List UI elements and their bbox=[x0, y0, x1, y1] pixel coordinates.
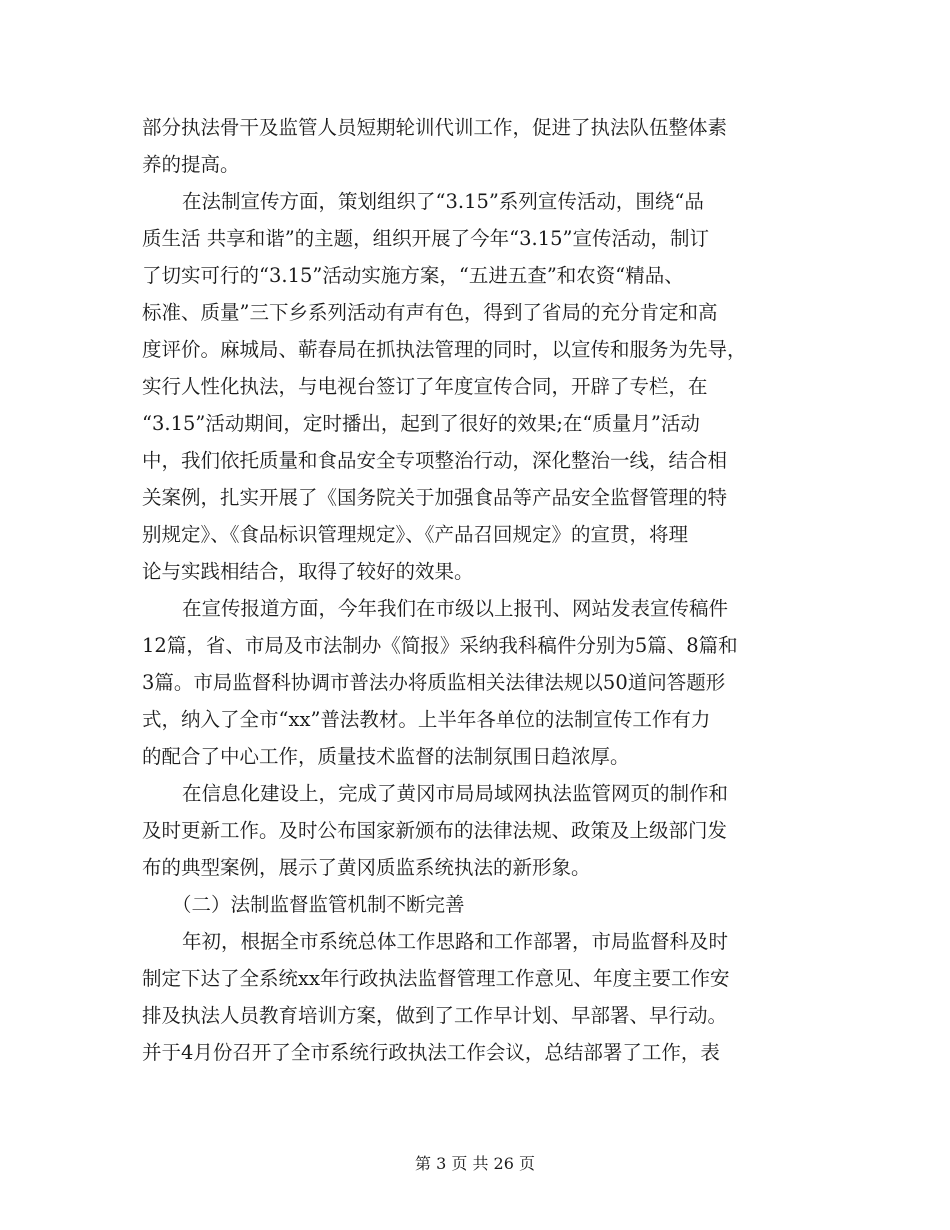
body-line: “3.15”活动期间，定时播出，起到了很好的效果;在“质量月”活动 bbox=[142, 412, 700, 435]
paragraph-start-line: 在法制宣传方面，策划组织了“3.15”系列宣传活动，围绕“品 bbox=[182, 190, 704, 213]
body-line: 别规定》、《食品标识管理规定》、《产品召回规定》的宣贯，将理 bbox=[142, 523, 689, 546]
page-footer: 第 3 页 共 26 页 bbox=[415, 1154, 535, 1173]
document-body bbox=[142, 109, 810, 1071]
body-line: 制定下达了全系统xx年行政执法监督管理工作意见、年度主要工作安 bbox=[142, 967, 730, 990]
body-line: 了切实可行的“3.15”活动实施方案，“五进五查”和农资“精品、 bbox=[142, 264, 684, 287]
body-line: 布的典型案例，展示了黄冈质监系统执法的新形象。 bbox=[142, 856, 591, 879]
body-line: 及时更新工作。及时公布国家新颁布的法律法规、政策及上级部门发 bbox=[142, 819, 728, 842]
body-line: 实行人性化执法，与电视台签订了年度宣传合同，开辟了专栏，在 bbox=[142, 375, 708, 398]
body-line: 式，纳入了全市“xx”普法教材。上半年各单位的法制宣传工作有力 bbox=[142, 708, 711, 731]
body-line: 12篇，省、市局及市法制办《简报》采纳我科稿件分别为5篇、8篇和 bbox=[142, 634, 738, 657]
body-line: 并于4月份召开了全市系统行政执法工作会议，总结部署了工作，表 bbox=[142, 1041, 720, 1064]
body-line: 度评价。麻城局、蕲春局在抓执法管理的同时，以宣传和服务为先导， bbox=[142, 338, 747, 361]
body-line: 中，我们依托质量和食品安全专项整治行动，深化整治一线，结合相 bbox=[142, 449, 728, 472]
paragraph-start-line: 在宣传报道方面，今年我们在市级以上报刊、网站发表宣传稿件 bbox=[182, 597, 729, 620]
body-line: 标准、质量”三下乡系列活动有声有色，得到了省局的充分肯定和高 bbox=[142, 301, 718, 324]
body-line: 关案例，扎实开展了《国务院关于加强食品等产品安全监督管理的特 bbox=[142, 486, 728, 509]
body-line: 养的提高。 bbox=[142, 153, 240, 176]
section-heading: （二）法制监督监管机制不断完善 bbox=[172, 893, 465, 916]
body-line: 排及执法人员教育培训方案，做到了工作早计划、早部署、早行动。 bbox=[142, 1004, 728, 1027]
body-line: 部分执法骨干及监管人员短期轮训代训工作，促进了执法队伍整体素 bbox=[142, 116, 728, 139]
paragraph-start-line: 在信息化建设上，完成了黄冈市局局域网执法监管网页的制作和 bbox=[182, 782, 729, 805]
body-line: 3篇。市局监督科协调市普法办将质监相关法律法规以50道问答题形 bbox=[142, 671, 726, 694]
body-line: 论与实践相结合，取得了较好的效果。 bbox=[142, 560, 474, 583]
body-line: 质生活 共享和谐”的主题，组织开展了今年“3.15”宣传活动，制订 bbox=[142, 227, 710, 250]
body-line: 的配合了中心工作，质量技术监督的法制氛围日趋浓厚。 bbox=[142, 745, 630, 768]
paragraph-start-line: 年初，根据全市系统总体工作思路和工作部署，市局监督科及时 bbox=[182, 930, 729, 953]
